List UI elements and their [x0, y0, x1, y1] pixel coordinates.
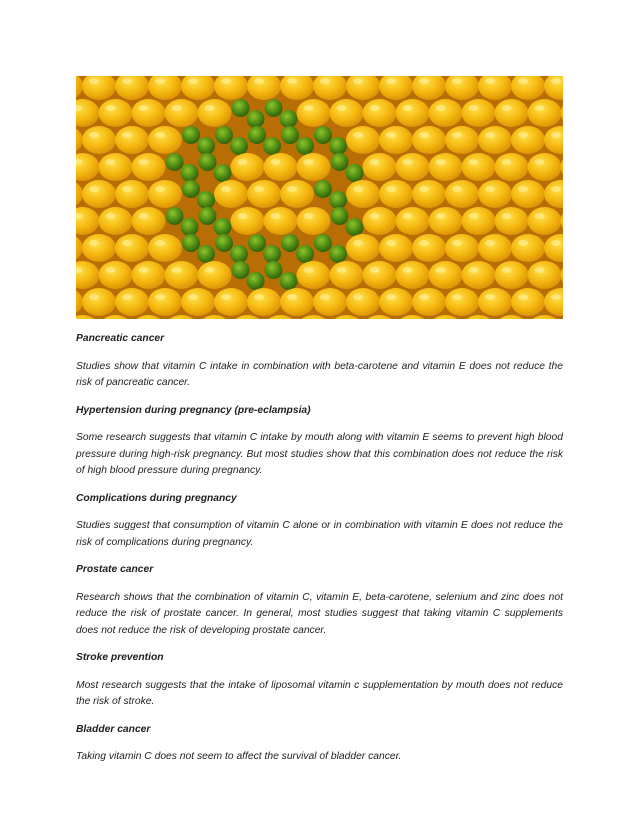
lemon-fruit: [148, 180, 182, 208]
lemon-fruit: [148, 234, 182, 262]
lemon-highlight: [469, 105, 479, 111]
lemon-fruit: [396, 153, 430, 181]
lime-fruit: [181, 218, 199, 236]
lime-fruit: [263, 245, 281, 263]
lemon-fruit: [198, 261, 232, 289]
lemon-highlight: [403, 105, 413, 111]
lemon-highlight: [403, 159, 413, 165]
lemon-highlight: [155, 132, 165, 138]
lemon-fruit: [528, 207, 562, 235]
lemon-highlight: [518, 78, 528, 84]
lime-fruit: [182, 180, 200, 198]
lemon-fruit: [280, 180, 314, 208]
lemon-highlight: [205, 267, 215, 273]
lime-fruit: [296, 137, 314, 155]
lemon-fruit: [363, 99, 397, 127]
lemon-highlight: [452, 240, 462, 246]
lemon-fruit: [115, 288, 149, 316]
lime-fruit: [314, 180, 332, 198]
lemon-fruit: [462, 261, 496, 289]
lemon-highlight: [221, 186, 231, 192]
lemon-highlight: [386, 186, 396, 192]
lime-fruit: [230, 245, 248, 263]
lemon-fruit: [379, 234, 413, 262]
lime-fruit: [215, 234, 233, 252]
lemon-fruit: [396, 207, 430, 235]
lemon-highlight: [485, 294, 495, 300]
lemon-fruit: [528, 261, 562, 289]
lemon-highlight: [89, 294, 99, 300]
lemon-highlight: [386, 240, 396, 246]
lemon-fruit: [132, 207, 166, 235]
lime-fruit: [265, 99, 283, 117]
lemon-highlight: [238, 159, 248, 165]
heading-complications-pregnancy: Complications during pregnancy: [76, 492, 237, 504]
lemon-fruit: [412, 288, 446, 316]
lemon-highlight: [254, 186, 264, 192]
lime-fruit: [248, 234, 266, 252]
lime-fruit: [181, 164, 199, 182]
lemon-highlight: [254, 78, 264, 84]
lemon-highlight: [155, 186, 165, 192]
lemon-highlight: [502, 267, 512, 273]
lemon-highlight: [353, 78, 363, 84]
lemon-highlight: [106, 213, 116, 219]
lemon-highlight: [89, 132, 99, 138]
lemon-fruit: [231, 207, 265, 235]
lemon-fruit: [297, 99, 331, 127]
lemon-fruit: [495, 261, 529, 289]
paragraph-prostate-cancer: Research shows that the combination of vitamin C, vitamin E, beta-carotene, selenium and zinc does not reduce the risk of prostate cancer. In general, most studies suggest that taking vitamin C supplements does not reduce the risk of developing prostate cancer.: [76, 591, 563, 636]
lemon-highlight: [386, 78, 396, 84]
lemon-fruit: [363, 207, 397, 235]
lemon-highlight: [419, 186, 429, 192]
lime-fruit: [265, 261, 283, 279]
lemon-highlight: [353, 132, 363, 138]
lemon-highlight: [271, 159, 281, 165]
lemon-highlight: [353, 240, 363, 246]
lemon-highlight: [188, 294, 198, 300]
lemon-fruit: [495, 207, 529, 235]
lemon-highlight: [436, 213, 446, 219]
lemon-highlight: [353, 186, 363, 192]
lime-fruit: [232, 99, 250, 117]
lemon-fruit: [528, 99, 562, 127]
lemon-highlight: [139, 213, 149, 219]
lemon-highlight: [89, 186, 99, 192]
lemon-fruit: [82, 126, 116, 154]
lemon-fruit: [297, 207, 331, 235]
lemon-fruit: [412, 180, 446, 208]
lemon-highlight: [370, 213, 380, 219]
lemon-highlight: [535, 159, 545, 165]
lemon-fruit: [99, 261, 133, 289]
heading-hypertension-pregnancy: Hypertension during pregnancy (pre-eclampsia): [76, 404, 311, 416]
lime-fruit: [230, 137, 248, 155]
lemon-highlight: [551, 78, 561, 84]
lemon-fruit: [214, 288, 248, 316]
lemon-highlight: [535, 267, 545, 273]
lime-fruit: [214, 218, 232, 236]
lemon-highlight: [518, 294, 528, 300]
lemon-highlight: [221, 78, 231, 84]
lime-fruit: [329, 245, 347, 263]
lemon-fruit: [115, 180, 149, 208]
lemon-fruit: [396, 261, 430, 289]
lime-fruit: [214, 164, 232, 182]
lime-fruit: [280, 110, 298, 128]
lemon-highlight: [287, 186, 297, 192]
lemon-fruit: [478, 288, 512, 316]
lemon-fruit: [478, 234, 512, 262]
lemon-highlight: [452, 294, 462, 300]
lemon-fruit: [198, 99, 232, 127]
paragraph-pancreatic-cancer: Studies show that vitamin C intake in combination with beta-carotene and vitamin E does not reduce the risk of pancreatic cancer.: [76, 360, 563, 388]
lemon-highlight: [271, 213, 281, 219]
lime-fruit: [331, 207, 349, 225]
lemon-fruit: [462, 99, 496, 127]
lemon-fruit: [115, 234, 149, 262]
lemon-highlight: [238, 213, 248, 219]
lemon-highlight: [254, 294, 264, 300]
lemon-highlight: [551, 186, 561, 192]
lime-fruit: [346, 218, 364, 236]
lemon-highlight: [502, 159, 512, 165]
lime-fruit: [296, 245, 314, 263]
lemon-fruit: [82, 288, 116, 316]
lemon-fruit: [478, 180, 512, 208]
lemon-highlight: [106, 267, 116, 273]
lemon-fruit: [115, 126, 149, 154]
lime-fruit: [166, 153, 184, 171]
lemon-highlight: [221, 294, 231, 300]
lemon-fruit: [264, 153, 298, 181]
lemon-highlight: [320, 78, 330, 84]
lemon-highlight: [139, 105, 149, 111]
lemon-fruit: [445, 234, 479, 262]
lemon-highlight: [205, 105, 215, 111]
lemon-fruit: [214, 180, 248, 208]
lemon-highlight: [122, 132, 132, 138]
lime-fruit: [247, 110, 265, 128]
lemon-fruit: [495, 153, 529, 181]
lime-fruit: [166, 207, 184, 225]
lemon-highlight: [139, 159, 149, 165]
lemon-highlight: [304, 105, 314, 111]
lemon-fruit: [99, 207, 133, 235]
lemon-fruit: [165, 261, 199, 289]
lemon-fruit: [346, 288, 380, 316]
lemon-fruit: [181, 288, 215, 316]
lime-fruit: [314, 126, 332, 144]
lime-fruit: [199, 153, 217, 171]
lemon-fruit: [429, 153, 463, 181]
lime-fruit: [329, 191, 347, 209]
lemon-fruit: [82, 180, 116, 208]
lemon-highlight: [403, 213, 413, 219]
lemon-highlight: [304, 159, 314, 165]
lemon-fruit: [297, 153, 331, 181]
lemon-fruit: [165, 99, 199, 127]
lemon-fruit: [99, 153, 133, 181]
lemon-highlight: [551, 132, 561, 138]
lemon-highlight: [485, 132, 495, 138]
lemon-highlight: [485, 186, 495, 192]
lemon-fruit: [132, 99, 166, 127]
lemon-fruit: [264, 207, 298, 235]
lemon-highlight: [403, 267, 413, 273]
lemon-highlight: [353, 294, 363, 300]
lemon-highlight: [172, 267, 182, 273]
lemon-fruit: [462, 207, 496, 235]
heading-bladder-cancer: Bladder cancer: [76, 723, 151, 735]
lemon-fruit: [363, 261, 397, 289]
lemon-highlight: [436, 159, 446, 165]
lemon-fruit: [511, 126, 545, 154]
lemon-fruit: [478, 126, 512, 154]
lime-fruit: [281, 234, 299, 252]
lemon-highlight: [304, 267, 314, 273]
lemon-highlight: [122, 240, 132, 246]
lemon-highlight: [419, 294, 429, 300]
lime-fruit: [215, 126, 233, 144]
lemon-highlight: [155, 294, 165, 300]
lemon-fruit: [330, 261, 364, 289]
lemon-fruit: [346, 180, 380, 208]
lemon-fruit: [445, 126, 479, 154]
paragraph-hypertension-pregnancy: Some research suggests that vitamin C intake by mouth along with vitamin E seems to prevent high blood pressure during high-risk pregnancy. But most studies show that this combination does not reduce the risk of high blood pressure during pregnancy.: [76, 432, 563, 476]
lime-fruit: [248, 126, 266, 144]
lemon-highlight: [485, 240, 495, 246]
lemon-highlight: [386, 132, 396, 138]
lemon-fruit: [280, 288, 314, 316]
lemon-fruit: [511, 234, 545, 262]
lemon-highlight: [535, 213, 545, 219]
lemon-fruit: [495, 99, 529, 127]
lemon-highlight: [452, 78, 462, 84]
lemon-highlight: [469, 213, 479, 219]
lime-fruit: [247, 272, 265, 290]
lime-fruit: [232, 261, 250, 279]
lemon-highlight: [535, 105, 545, 111]
lime-fruit: [280, 272, 298, 290]
lime-fruit: [182, 126, 200, 144]
lemon-fruit: [511, 288, 545, 316]
lemon-highlight: [89, 240, 99, 246]
lemon-highlight: [551, 294, 561, 300]
lemon-highlight: [370, 159, 380, 165]
lemon-highlight: [485, 78, 495, 84]
lime-fruit: [331, 153, 349, 171]
lemon-fruit: [247, 288, 281, 316]
lemon-highlight: [106, 105, 116, 111]
citrus-photo: [76, 76, 563, 319]
lime-fruit: [346, 164, 364, 182]
article-content: [76, 331, 563, 777]
lemon-highlight: [122, 186, 132, 192]
lemon-fruit: [379, 180, 413, 208]
lemon-fruit: [313, 288, 347, 316]
lemon-highlight: [502, 105, 512, 111]
lemon-highlight: [304, 213, 314, 219]
lemon-highlight: [518, 132, 528, 138]
heading-pancreatic-cancer: Pancreatic cancer: [76, 333, 165, 344]
lemon-highlight: [419, 240, 429, 246]
lime-fruit: [197, 245, 215, 263]
lemon-highlight: [469, 159, 479, 165]
lemon-highlight: [502, 213, 512, 219]
lime-fruit: [329, 137, 347, 155]
lemon-highlight: [287, 78, 297, 84]
lemon-fruit: [148, 288, 182, 316]
lemon-fruit: [330, 99, 364, 127]
lemon-fruit: [412, 234, 446, 262]
lemon-fruit: [297, 261, 331, 289]
lime-fruit: [182, 234, 200, 252]
lemon-highlight: [436, 105, 446, 111]
lemon-highlight: [188, 78, 198, 84]
lemon-highlight: [419, 132, 429, 138]
lime-fruit: [197, 191, 215, 209]
lime-fruit: [197, 137, 215, 155]
lemon-fruit: [379, 126, 413, 154]
lime-fruit: [199, 207, 217, 225]
lemon-highlight: [518, 240, 528, 246]
lemon-highlight: [155, 78, 165, 84]
lemon-fruit: [379, 288, 413, 316]
lemon-fruit: [445, 180, 479, 208]
lemon-fruit: [132, 153, 166, 181]
paragraph-stroke-prevention: Most research suggests that the intake of liposomal vitamin c supplementation by mouth does not reduce the risk of stroke.: [76, 679, 563, 707]
lemon-highlight: [122, 78, 132, 84]
lemon-highlight: [106, 159, 116, 165]
lemon-highlight: [436, 267, 446, 273]
lemon-highlight: [287, 294, 297, 300]
lemon-fruit: [132, 261, 166, 289]
heading-prostate-cancer: Prostate cancer: [76, 564, 154, 575]
lemon-fruit: [247, 180, 281, 208]
paragraph-bladder-cancer: Taking vitamin C does not seem to affect the survival of bladder cancer.: [76, 751, 402, 762]
lemon-fruit: [231, 153, 265, 181]
lemon-fruit: [346, 126, 380, 154]
lemon-highlight: [155, 240, 165, 246]
lemon-fruit: [429, 207, 463, 235]
lemon-highlight: [370, 267, 380, 273]
lemon-fruit: [396, 99, 430, 127]
lemon-fruit: [99, 99, 133, 127]
lemon-highlight: [386, 294, 396, 300]
lemon-highlight: [551, 240, 561, 246]
lemon-highlight: [370, 105, 380, 111]
lemon-highlight: [320, 294, 330, 300]
heading-stroke-prevention: Stroke prevention: [76, 652, 164, 663]
lemon-highlight: [337, 267, 347, 273]
lemon-fruit: [511, 180, 545, 208]
lemon-fruit: [363, 153, 397, 181]
lime-fruit: [314, 234, 332, 252]
lemon-highlight: [122, 294, 132, 300]
lemon-highlight: [139, 267, 149, 273]
lemon-highlight: [337, 105, 347, 111]
lemon-highlight: [452, 186, 462, 192]
lemon-fruit: [429, 99, 463, 127]
lemon-highlight: [89, 78, 99, 84]
lemon-fruit: [445, 288, 479, 316]
lime-fruit: [281, 126, 299, 144]
lemon-highlight: [419, 78, 429, 84]
lemon-fruit: [148, 126, 182, 154]
lemon-fruit: [346, 234, 380, 262]
lemon-fruit: [82, 234, 116, 262]
lemon-highlight: [518, 186, 528, 192]
lemon-highlight: [172, 105, 182, 111]
lemon-highlight: [452, 132, 462, 138]
lemon-highlight: [469, 267, 479, 273]
lime-fruit: [263, 137, 281, 155]
citrus-illustration: [76, 76, 563, 319]
lemon-fruit: [462, 153, 496, 181]
lemon-fruit: [429, 261, 463, 289]
lemon-fruit: [528, 153, 562, 181]
paragraph-complications-pregnancy: Studies suggest that consumption of vitamin C alone or in combination with vitamin E does not reduce the risk of complications during pregnancy.: [76, 520, 563, 548]
lemon-fruit: [412, 126, 446, 154]
